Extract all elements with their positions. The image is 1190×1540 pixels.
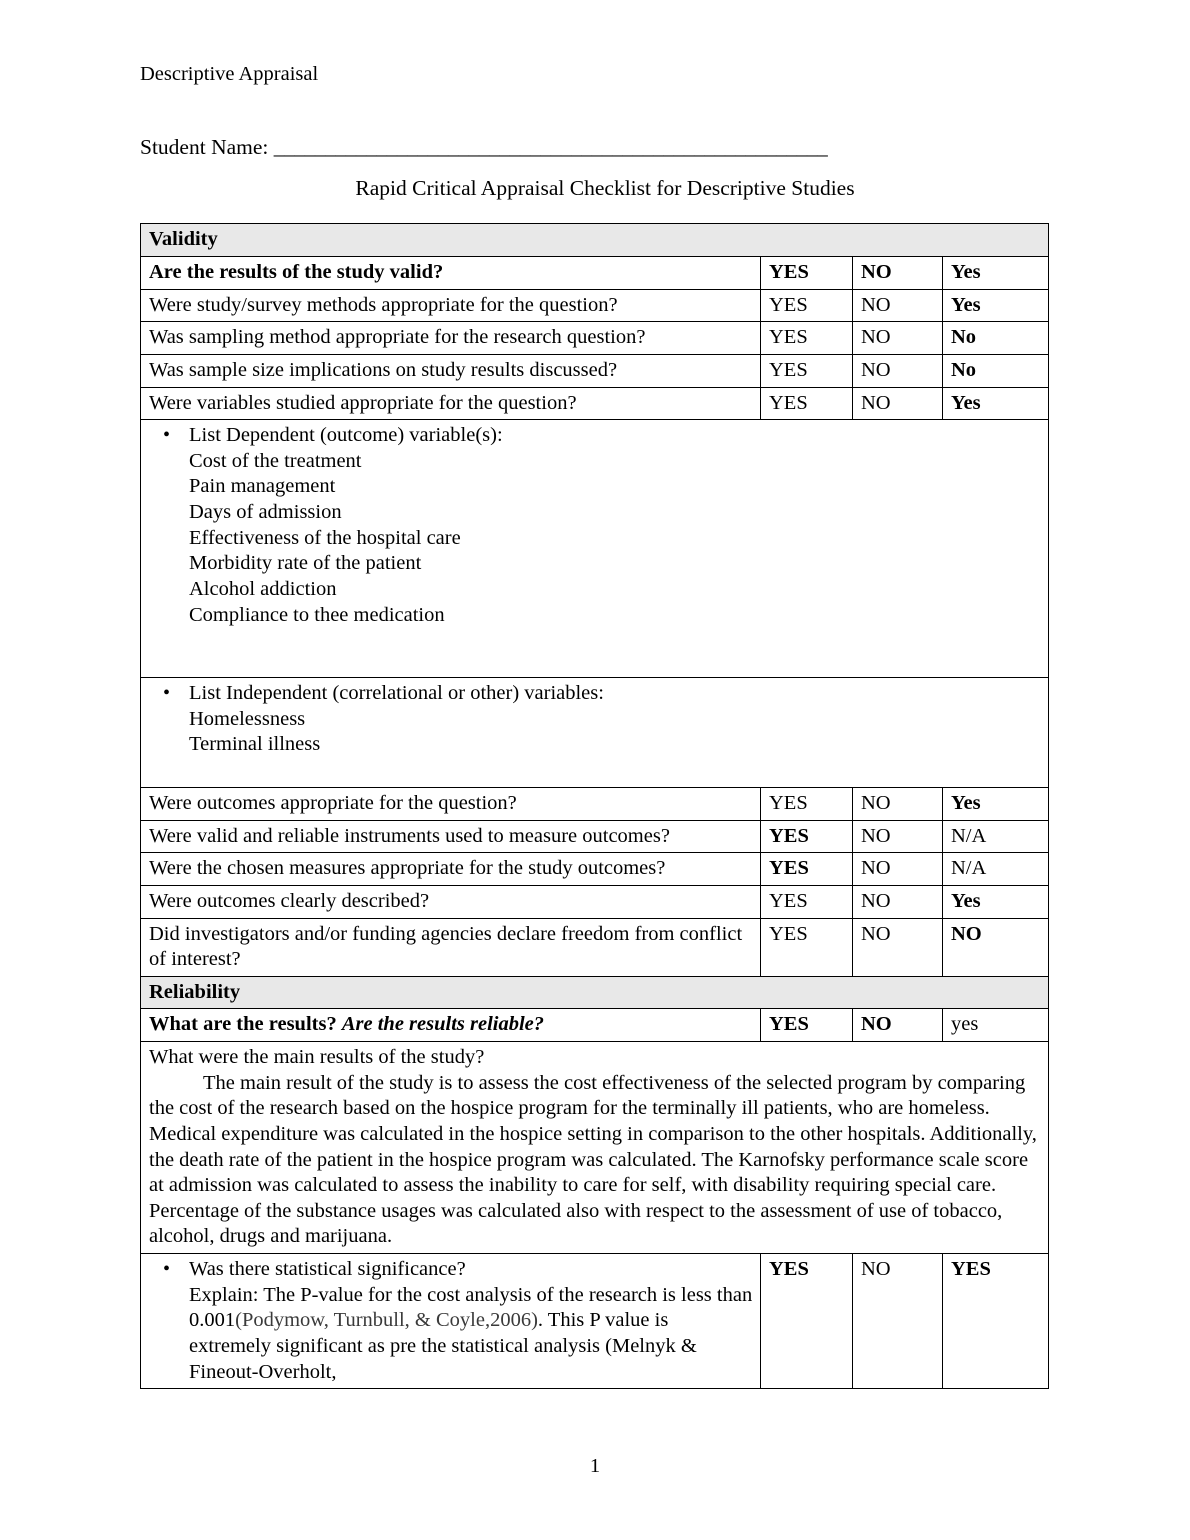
question-text: Were variables studied appropriate for the question? — [141, 387, 761, 420]
validity-main-yes[interactable]: YES — [761, 257, 853, 290]
significance-bullet: • Was there statistical significance? — [149, 1257, 754, 1283]
option-no[interactable]: NO — [853, 289, 943, 322]
table-row — [141, 885, 1049, 918]
option-no[interactable]: NO — [853, 322, 943, 355]
option-no[interactable]: NO — [853, 387, 943, 420]
option-no[interactable]: NO — [853, 820, 943, 853]
dependent-variable-item: Days of admission — [189, 501, 342, 524]
option-yes[interactable]: YES — [761, 918, 853, 976]
option-no[interactable]: NO — [853, 1254, 943, 1389]
section-label-reliability: Reliability — [141, 976, 1049, 1009]
dependent-variable-item: Compliance to thee medication — [189, 603, 445, 626]
validity-main-question: Are the results of the study valid? — [141, 257, 761, 290]
table-row — [141, 820, 1049, 853]
table-row — [141, 788, 1049, 821]
validity-main-answer: Yes — [943, 257, 1049, 290]
section-header-validity — [141, 224, 1049, 257]
results-cell — [141, 1042, 1049, 1254]
significance-cell — [141, 1254, 761, 1389]
appraisal-checklist-table — [140, 223, 1049, 1389]
validity-main-no[interactable]: NO — [853, 257, 943, 290]
question-text: Were the chosen measures appropriate for the study outcomes? — [141, 853, 761, 886]
table-row — [141, 918, 1049, 976]
option-no[interactable]: NO — [853, 853, 943, 886]
independent-variable-item: Homelessness — [189, 707, 306, 730]
question-text: Were study/survey methods appropriate for the question? — [141, 289, 761, 322]
document-header-label: Descriptive Appraisal — [140, 63, 319, 85]
student-name-line — [140, 135, 1050, 161]
table-row — [141, 257, 1049, 290]
answer-value: Yes — [943, 788, 1049, 821]
option-no[interactable]: NO — [853, 918, 943, 976]
answer-value: No — [943, 322, 1049, 355]
significance-explain-middle: . This P value is extremely significant as pre the statistical analysis (Melnyk & Fineout-Overholt, — [189, 1309, 697, 1383]
section-label-validity: Validity — [141, 224, 1049, 257]
question-text: Did investigators and/or funding agencies declare freedom from conflict of interest? — [141, 918, 761, 976]
dependent-variable-item: Morbidity rate of the patient — [189, 552, 422, 575]
table-row — [141, 387, 1049, 420]
question-text: Were valid and reliable instruments used to measure outcomes? — [141, 820, 761, 853]
dependent-variables-row — [141, 420, 1049, 678]
option-no[interactable]: NO — [853, 354, 943, 387]
page-number: 1 — [589, 1455, 601, 1477]
reliability-main-answer: yes — [943, 1009, 1049, 1042]
option-no[interactable]: NO — [853, 885, 943, 918]
reliability-question-part2: Are the results reliable? — [341, 1013, 545, 1036]
answer-value: N/A — [943, 853, 1049, 886]
answer-value: YES — [943, 1254, 1049, 1389]
option-yes[interactable]: YES — [761, 1254, 853, 1389]
independent-variable-item: Terminal illness — [189, 733, 321, 756]
answer-value: Yes — [943, 387, 1049, 420]
citation-text: (Podymow, Turnbull, & Coyle,2006) — [235, 1309, 538, 1332]
significance-row — [141, 1254, 1049, 1389]
student-name-blank: ______________________________________________________ — [273, 134, 828, 159]
question-text: Were outcomes clearly described? — [141, 885, 761, 918]
option-yes[interactable]: YES — [761, 289, 853, 322]
blank-space — [149, 758, 1042, 784]
dependent-variable-item: Effectiveness of the hospital care — [189, 526, 461, 549]
answer-value: NO — [943, 918, 1049, 976]
reliability-main-question — [141, 1009, 761, 1042]
question-text: Was sampling method appropriate for the research question? — [141, 322, 761, 355]
answer-value: N/A — [943, 820, 1049, 853]
question-text: Were outcomes appropriate for the question? — [141, 788, 761, 821]
significance-explanation — [149, 1283, 754, 1386]
independent-variables-bullet: • List Independent (correlational or other) variables: — [149, 681, 1042, 707]
table-row — [141, 354, 1049, 387]
table-row — [141, 853, 1049, 886]
blank-space — [149, 628, 1042, 674]
option-yes[interactable]: YES — [761, 322, 853, 355]
independent-variables-cell — [141, 678, 1049, 788]
option-yes[interactable]: YES — [761, 853, 853, 886]
reliability-main-no[interactable]: NO — [853, 1009, 943, 1042]
independent-variables-row — [141, 678, 1049, 788]
reliability-question-part1: What are the results? — [149, 1013, 337, 1036]
answer-value: Yes — [943, 289, 1049, 322]
dependent-variable-item: Alcohol addiction — [189, 577, 337, 600]
option-yes[interactable]: YES — [761, 788, 853, 821]
option-yes[interactable]: YES — [761, 354, 853, 387]
section-header-reliability — [141, 976, 1049, 1009]
option-yes[interactable]: YES — [761, 885, 853, 918]
student-name-label: Student Name: — [140, 134, 269, 159]
answer-value: Yes — [943, 885, 1049, 918]
answer-value: No — [943, 354, 1049, 387]
results-heading: What were the main results of the study? — [149, 1046, 485, 1069]
page-title: Rapid Critical Appraisal Checklist for Descriptive Studies — [355, 176, 855, 201]
significance-explain-prefix: Explain: The P-value for the cost analysis of the research is less than 0.001 — [189, 1283, 753, 1332]
table-row — [141, 1009, 1049, 1042]
reliability-main-yes[interactable]: YES — [761, 1009, 853, 1042]
dependent-variable-item: Cost of the treatment — [189, 449, 362, 472]
dependent-variables-cell — [141, 420, 1049, 678]
option-yes[interactable]: YES — [761, 820, 853, 853]
table-row — [141, 289, 1049, 322]
results-paragraph: The main result of the study is to assess the cost effectiveness of the selected program by comparing the cost of the research based on the hospice program for the terminally ill patients, who are homeless. Medical expenditure was calculated in the hospice setting in comparison to the other hospitals. Additionally, the death rate of the patient in the hospice program was calculated. The Karnofsky performance scale score at admission was calculated to assess the inability to care for self, with disability requiring special care. Percentage of the substance usages was calculated also with respect to the assessment of use of tobacco, alcohol, drugs and marijuana. — [149, 1071, 1037, 1248]
table-row — [141, 322, 1049, 355]
dependent-variable-item: Pain management — [189, 475, 336, 498]
option-yes[interactable]: YES — [761, 387, 853, 420]
dependent-variables-bullet: • List Dependent (outcome) variable(s): — [149, 423, 1042, 449]
option-no[interactable]: NO — [853, 788, 943, 821]
question-text: Was sample size implications on study results discussed? — [141, 354, 761, 387]
results-row — [141, 1042, 1049, 1254]
